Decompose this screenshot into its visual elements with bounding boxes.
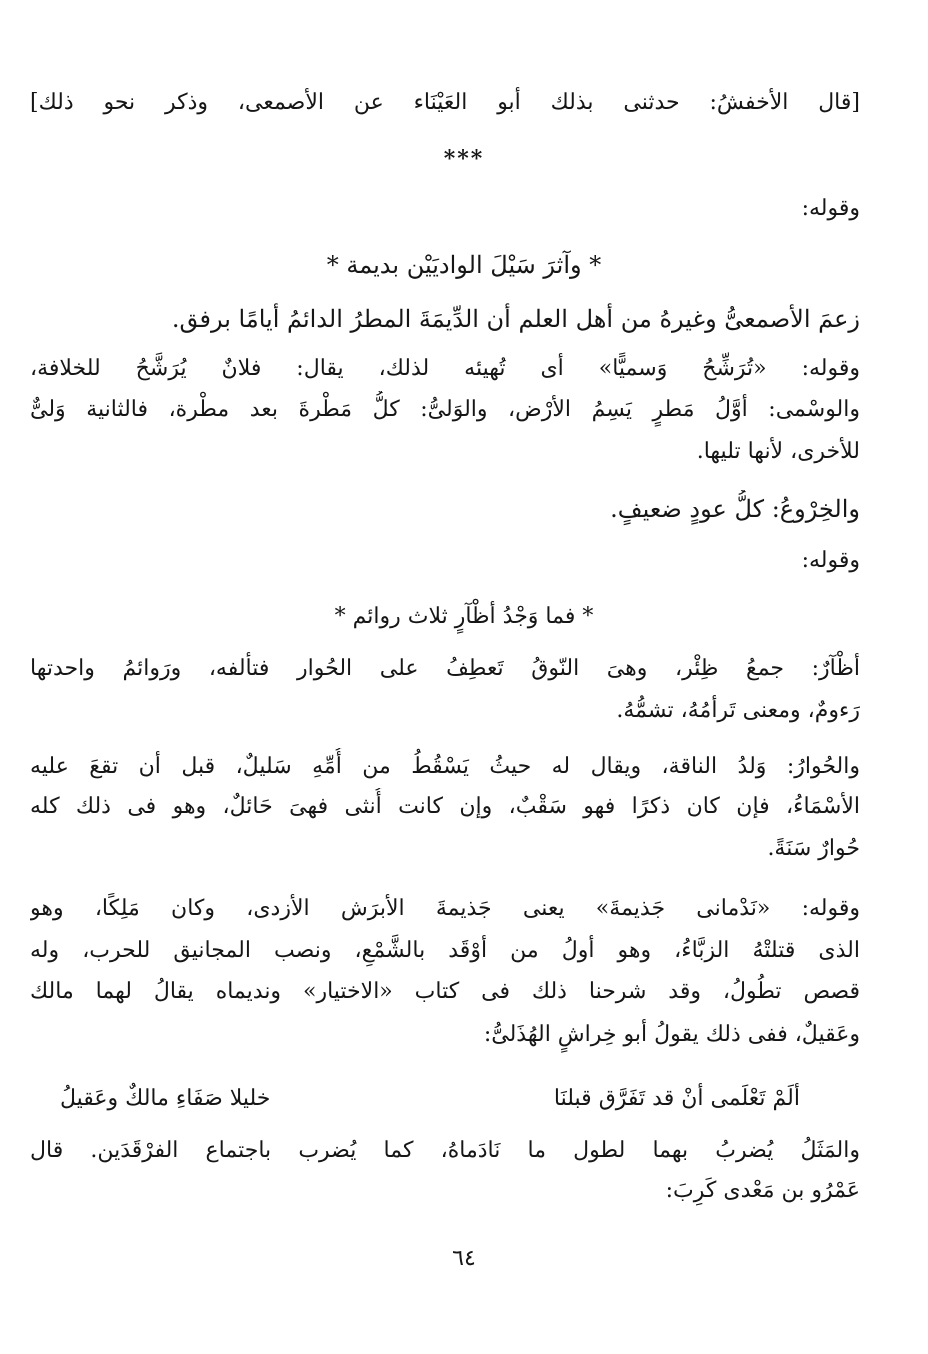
text-line: وقوله: [801, 196, 860, 221]
quoted-verse: * وآثرَ سَيْلَ الواديَيْن بديمة * [326, 251, 602, 279]
verse-second-hemistich: خليلا صَفَاءِ مالكٌ وعَقيلُ [60, 1086, 271, 1111]
text-line: الأسْمَاءُ، فإن كان ذكرًا فهو سَقْبٌ، وإن كانت أُنثى فهىَ حَائلٌ، وهو فى ذلك كله [30, 794, 860, 819]
text-line: والحُوارُ: وَلدُ الناقة، ويقال له حيثُ يَسْقُطُ من أُمِّهِ سَليلٌ، قبل أن تقعَ عليه [30, 754, 860, 779]
text-line: عَمْرُو بن مَعْدى كَرِبَ: [665, 1178, 860, 1203]
section-divider: *** [443, 146, 485, 172]
poem-verse [60, 1080, 800, 1120]
text-line: وعَقيلٌ، ففى ذلك يقولُ أبو خِراشٍ الهُذَلىُّ: [483, 1022, 860, 1047]
quoted-verse: * فما وَجْدُ أظْآرٍ ثلاث روائم * [334, 604, 594, 629]
text-line: [قال الأخفشُ: حدثنى بذلك أبو العَيْنَاء عن الأصمعى، وذكر نحو ذلك] [30, 90, 860, 115]
text-line: وقوله: «تُرَشِّحُ وَسميًّا» أى تُهيئه لذلك، يقال: فلانٌ يُرَشَّحُ للخلافة، [30, 356, 860, 381]
text-line: وقوله: «نَدْمانى جَذيمةَ» يعنى جَذيمةَ الأبرَش الأزدى، وكان مَلِكًا، وهو [30, 896, 860, 921]
text-line: أظْآرٌ: جمعُ ظِئْر، وهىَ النّوقُ تَعطِفُ على الحُوار فتألفه، ورَوائمُ واحدتها [30, 656, 860, 681]
text-line: الذى قتلتْهُ الزبَّاءُ، وهو أولُ من أوْقَد بالشَّمْعِ، ونصب المجانيق للحرب، وله [30, 938, 860, 963]
page-number: ٦٤ [452, 1246, 476, 1271]
text-line: والخِرْوعُ: كلُّ عودٍ ضعيفٍ. [610, 495, 860, 523]
text-line: رَءومٌ، ومعنى تَرأمُهُ، تشمُّهُ. [616, 698, 860, 723]
text-line: وقوله: [801, 548, 860, 573]
text-line: والمَثَلُ يُضربُ بهما لطول ما نَادَماهُ، كما يُضرب باجتماع الفرْقَدَين. قال [30, 1138, 860, 1163]
text-line: للأخرى، لأنها تليها. [696, 439, 860, 464]
verse-first-hemistich: ألَمْ تَعْلَمى أنْ قد تَفَرَّق قبلنَا [553, 1086, 800, 1111]
text-line: قصص تطُولُ، وقد شرحنا ذلك فى كتاب «الاختيار» ونديماه يقالُ لهما مالك [30, 979, 860, 1004]
text-line: زعمَ الأصمعىُّ وغيرهُ من أهل العلم أن الدِّيمَةَ المطرُ الدائمُ أيامًا برفق. [171, 305, 860, 333]
text-line: حُوارٌ سَنَةً. [767, 836, 860, 861]
text-line: والوسْمى: أوَّلُ مَطرٍ يَسِمُ الأرْض، والوَلىُّ: كلُّ مَطْرةَ بعد مطْرة، فالثانية وَلىٌّ [30, 397, 860, 422]
